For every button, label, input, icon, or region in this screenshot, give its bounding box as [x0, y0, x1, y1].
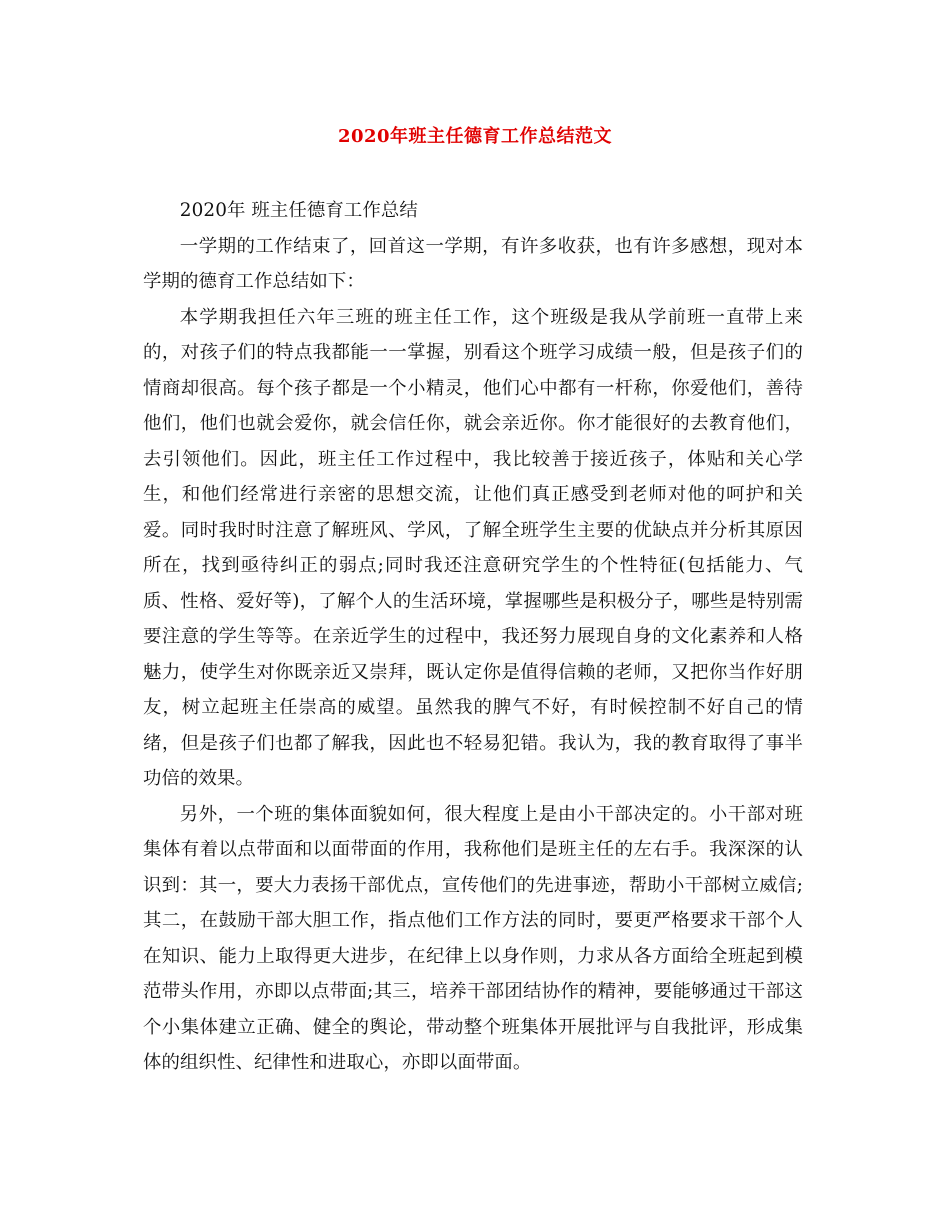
document-body	[143, 193, 803, 1081]
paragraph-subtitle: 2020年 班主任德育工作总结	[179, 200, 418, 221]
paragraph-class-cadres: 另外，一个班的集体面貌如何，很大程度上是由小干部决定的。小干部对班集体有着以点带面和以面带面的作用，我称他们是班主任的左右手。我深深的认识到：其一，要大力表扬干部优点，宣传他们的先进事迹，帮助小干部树立威信;其二，在鼓励干部大胆工作，指点他们工作方法的同时，要更严格要求干部个人在知识、能力上取得更大进步，在纪律上以身作则，力求从各方面给全班起到模范带头作用，亦即以点带面;其三，培养干部团结协作的精神，要能够通过干部这个小集体建立正确、健全的舆论，带动整个班集体开展批评与自我批评，形成集体的组织性、纪律性和进取心，亦即以面带面。	[143, 803, 803, 1073]
paragraph-intro: 一学期的工作结束了，回首这一学期，有许多收获，也有许多感想，现对本学期的德育工作总结如下：	[143, 235, 803, 292]
document-title: 2020年班主任德育工作总结范文	[337, 126, 613, 147]
paragraph-class-management: 本学期我担任六年三班的班主任工作，这个班级是我从学前班一直带上来的，对孩子们的特点我都能一一掌握，别看这个班学习成绩一般，但是孩子们的情商却很高。每个孩子都是一个小精灵，他们心中都有一杆称，你爱他们，善待他们，他们也就会爱你，就会信任你，就会亲近你。你才能很好的去教育他们，去引领他们。因此，班主任工作过程中，我比较善于接近孩子，体贴和关心学生，和他们经常进行亲密的思想交流，让他们真正感受到老师对他的呵护和关爱。同时我时时注意了解班风、学风，了解全班学生主要的优缺点并分析其原因所在，找到亟待纠正的弱点;同时我还注意研究学生的个性特征(包括能力、气质、性格、爱好等)，了解个人的生活环境，掌握哪些是积极分子，哪些是特别需要注意的学生等等。在亲近学生的过程中，我还努力展现自身的文化素养和人格魅力，使学生对你既亲近又崇拜，既认定你是值得信赖的老师，又把你当作好朋友，树立起班主任崇高的威望。虽然我的脾气不好，有时候控制不好自己的情绪，但是孩子们也都了解我，因此也不轻易犯错。我认为，我的教育取得了事半功倍的效果。	[143, 306, 803, 789]
